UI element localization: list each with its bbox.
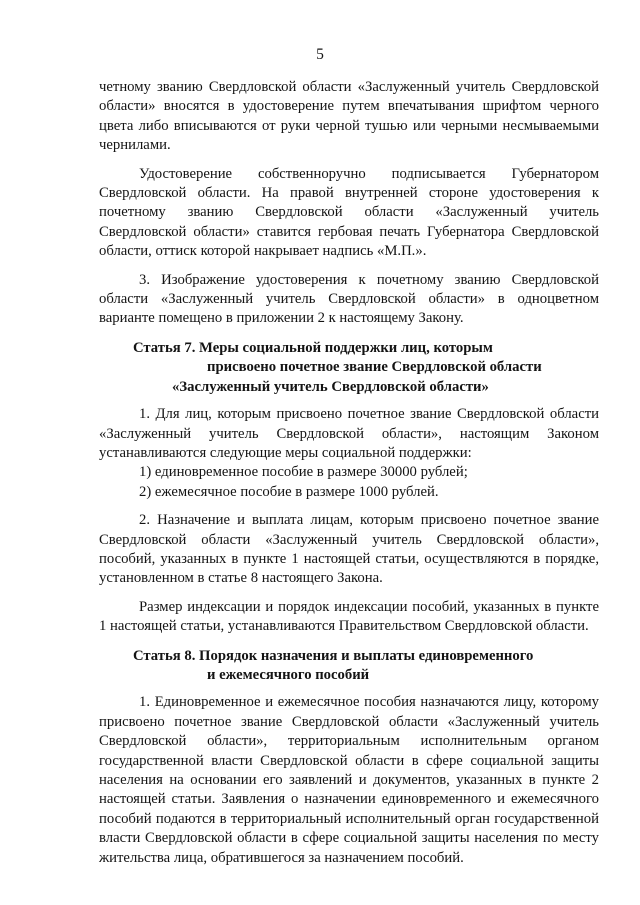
paragraph-image-appendix: 3. Изображение удостоверения к почетному званию Свердловской области «Заслуженный учитель Свердловской области» в одноцветном варианте помещено в приложении 2 к настоящему Закону. [99,271,599,327]
article-7-paragraph-3: Размер индексации и порядок индексации пособий, указанных в пункте 1 настоящей статьи, устанавливаются Правительством Свердловской области. [99,598,599,635]
article-7-list-item-1: 1) единовременное пособие в размере 30000 рублей; [139,464,468,481]
article-8-heading [99,647,599,686]
article-8-heading-line-1: Статья 8. Порядок назначения и выплаты единовременного [133,647,534,664]
article-7-list-item-2: 2) ежемесячное пособие в размере 1000 рублей. [139,483,439,500]
article-7-paragraph-1: 1. Для лиц, которым присвоено почетное звание Свердловской области «Заслуженный учитель Свердловской области», настоящим Законом устанавливаются следующие меры социальной поддержки: [99,406,599,461]
page-number: 5 [316,46,324,63]
paragraph-continuation: четному званию Свердловской области «Заслуженный учитель Свердловской области» вносятся в удостоверение путем впечатывания шрифтом черного цвета либо вписываются от руки черной тушью или черными несмываемыми чернилами. [99,79,599,154]
article-7-heading-line-1: Статья 7. Меры социальной поддержки лиц, которым [133,339,493,356]
article-7-heading [99,339,599,397]
article-8-heading-line-2: и ежемесячного пособий [207,666,370,683]
article-8-paragraph-1: 1. Единовременное и ежемесячное пособия назначаются лицу, которому присвоено почетное звание Свердловской области «Заслуженный учитель Свердловской области», территориальным исполнительным органом государственной власти Свердловской области в сфере социальной защиты населения на основании его заявлений и документов, указанных в пункте 2 настоящей статьи. Заявления о назначении единовременного и ежемесячного пособий подаются в территориальный исполнительный орган государственной власти Свердловской области в сфере социальной защиты населения по месту жительства лица, обратившегося за назначением пособий. [99,694,599,866]
paragraph-signature: Удостоверение собственноручно подписывается Губернатором Свердловской области. На правой внутренней стороне удостоверения к почетному званию Свердловской области «Заслуженный учитель Свердловской области» ставится гербовая печать Губернатора Свердловской области, оттиск которой накрывает надпись «М.П.». [99,165,599,260]
article-7-heading-line-2: присвоено почетное звание Свердловской области [207,359,542,376]
article-7-paragraph-2: 2. Назначение и выплата лицам, которым присвоено почетное звание Свердловской области «Заслуженный учитель Свердловской области», пособий, указанных в пункте 1 настоящей статьи, осуществляются в порядке, установленном в статье 8 настоящего Закона. [99,512,599,587]
article-7-heading-line-3: «Заслуженный учитель Свердловской области» [172,378,489,395]
document-body [99,78,599,868]
